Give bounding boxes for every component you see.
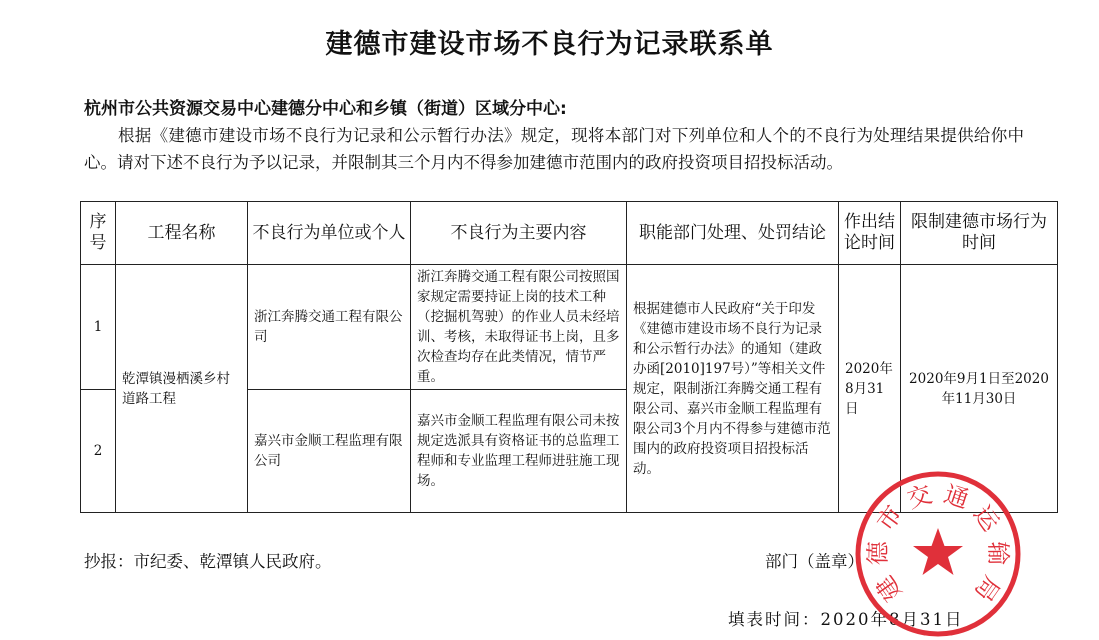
- conclusion-cell: 根据建德市人民政府“关于印发《建德市建设市场不良行为记录和公示暂行办法》的通知（建政办函[2010]197号）”等相关文件规定，限制浙江奔腾交通工程有限公司、嘉兴市金顺工程监理有限公司3个月内不得参与建德市范围内的政府投资项目招投标活动。: [627, 265, 839, 513]
- header-party: 不良行为单位或个人: [248, 202, 411, 265]
- seal-character: 市: [871, 500, 909, 537]
- document-title: 建德市建设市场不良行为记录联系单: [325, 29, 774, 60]
- seal-character: 建: [870, 570, 908, 607]
- cc-line: 抄报：市纪委、乾潭镇人民政府。: [84, 552, 332, 571]
- record-table: [80, 201, 1058, 513]
- intro-paragraph: 根据《建德市建设市场不良行为记录和公示暂行办法》规定，现将本部门对下列单位和人个的不良行为处理结果提供给你中心。请对下述不良行为予以记录，并限制其三个月内不得参加建德市范围内的政府投资项目招投标活动。: [84, 126, 1024, 172]
- seal-character: 交: [903, 479, 936, 514]
- header-row: [81, 202, 1058, 265]
- row-party: 嘉兴市金顺工程监理有限公司: [248, 390, 411, 513]
- row-seq: 2: [81, 390, 116, 513]
- header-date: 作出结论时间: [839, 202, 901, 265]
- addressee: 杭州市公共资源交易中心建德分中心和乡镇（街道）区域分中心:: [84, 99, 567, 119]
- row-content: 浙江奔腾交通工程有限公司按照国家规定需要持证上岗的技术工种（挖掘机驾驶）的作业人员未经培训、考核，未取得证书上岗，且多次检查均存在此类情况，情节严重。: [411, 265, 627, 390]
- seal-character: 德: [863, 541, 893, 566]
- dept-seal-label: 部门（盖章）：: [765, 552, 873, 571]
- seal-character: 通: [940, 479, 973, 514]
- seal-star-icon: [913, 528, 963, 575]
- table-row: [81, 265, 1058, 390]
- project-name-cell: 乾潭镇漫栖溪乡村道路工程: [116, 265, 248, 513]
- fill-date: 填表时间：2020年8月31日: [728, 610, 964, 629]
- official-seal-stamp: [852, 468, 1024, 640]
- header-conclusion: 职能部门处理、处罚结论: [627, 202, 839, 265]
- header-content: 不良行为主要内容: [411, 202, 627, 265]
- restriction-period-cell: 2020年9月1日至2020年11月30日: [901, 265, 1058, 513]
- header-project: 工程名称: [116, 202, 248, 265]
- seal-character: 运: [967, 500, 1005, 537]
- header-seq: 序号: [81, 202, 116, 265]
- seal-character: 输: [983, 541, 1013, 566]
- row-party: 浙江奔腾交通工程有限公司: [248, 265, 411, 390]
- row-seq: 1: [81, 265, 116, 390]
- seal-character: 局: [968, 570, 1006, 607]
- decision-date-cell: 2020年8月31日: [839, 265, 901, 513]
- row-content: 嘉兴市金顺工程监理有限公司未按规定选派具有资格证书的总监理工程师和专业监理工程师进驻施工现场。: [411, 390, 627, 513]
- header-period: 限制建德市场行为时间: [901, 202, 1058, 265]
